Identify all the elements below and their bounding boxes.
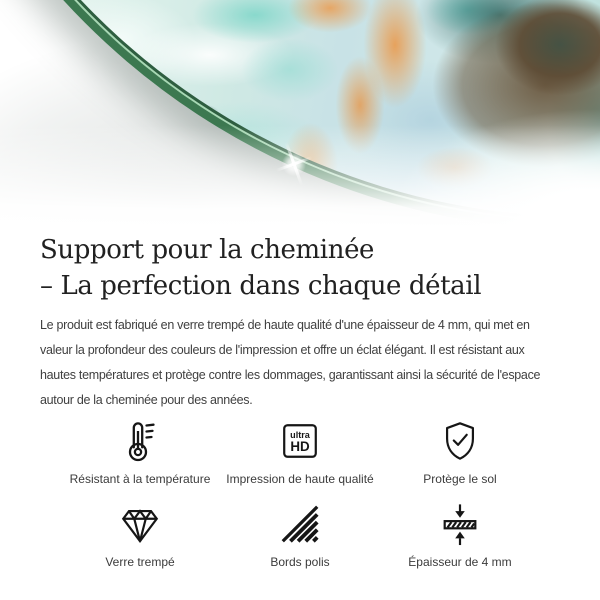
svg-text:HD: HD xyxy=(290,439,310,455)
feature-label: Protège le sol xyxy=(423,472,497,486)
svg-text:ultra: ultra xyxy=(290,430,310,441)
description-line: autour de la cheminée pour des années. xyxy=(40,393,253,407)
page-title-line2: – La perfection dans chaque détail xyxy=(40,271,482,301)
product-content xyxy=(0,232,600,569)
feature-grid xyxy=(40,418,560,569)
page-title-line1: Support pour la cheminée xyxy=(40,235,375,265)
feature-label: Verre trempé xyxy=(105,555,175,569)
diamond-icon xyxy=(60,501,220,547)
feature-thickness xyxy=(380,501,540,569)
feature-row-1 xyxy=(60,418,540,486)
description-line: valeur la profondeur des couleurs de l'impression et offre un éclat élégant. Il est résistant aux xyxy=(40,343,525,357)
polished-edges-icon xyxy=(220,501,380,547)
description-line: Le produit est fabriqué en verre trempé de haute qualité d'une épaisseur de 4 mm, qui met en xyxy=(40,318,530,332)
description-line: hautes températures et protège contre les dommages, garantissant ainsi la sécurité de l'espace xyxy=(40,368,541,382)
feature-temperature xyxy=(60,418,220,486)
feature-tempered-glass xyxy=(60,501,220,569)
feature-print-quality xyxy=(220,418,380,486)
product-image xyxy=(0,0,600,228)
thickness-4mm-icon xyxy=(380,501,540,547)
feature-label: Bords polis xyxy=(270,555,330,569)
feature-row-2 xyxy=(60,501,540,569)
feature-label: Épaisseur de 4 mm xyxy=(408,555,512,569)
feature-label: Impression de haute qualité xyxy=(226,472,374,486)
ultra-hd-icon xyxy=(220,418,380,464)
thermometer-icon xyxy=(60,418,220,464)
feature-polished-edges xyxy=(220,501,380,569)
page-title xyxy=(40,232,560,304)
feature-floor-protection xyxy=(380,418,540,486)
feature-label: Résistant à la température xyxy=(69,472,211,486)
shield-check-icon xyxy=(380,418,540,464)
product-description xyxy=(40,313,560,413)
